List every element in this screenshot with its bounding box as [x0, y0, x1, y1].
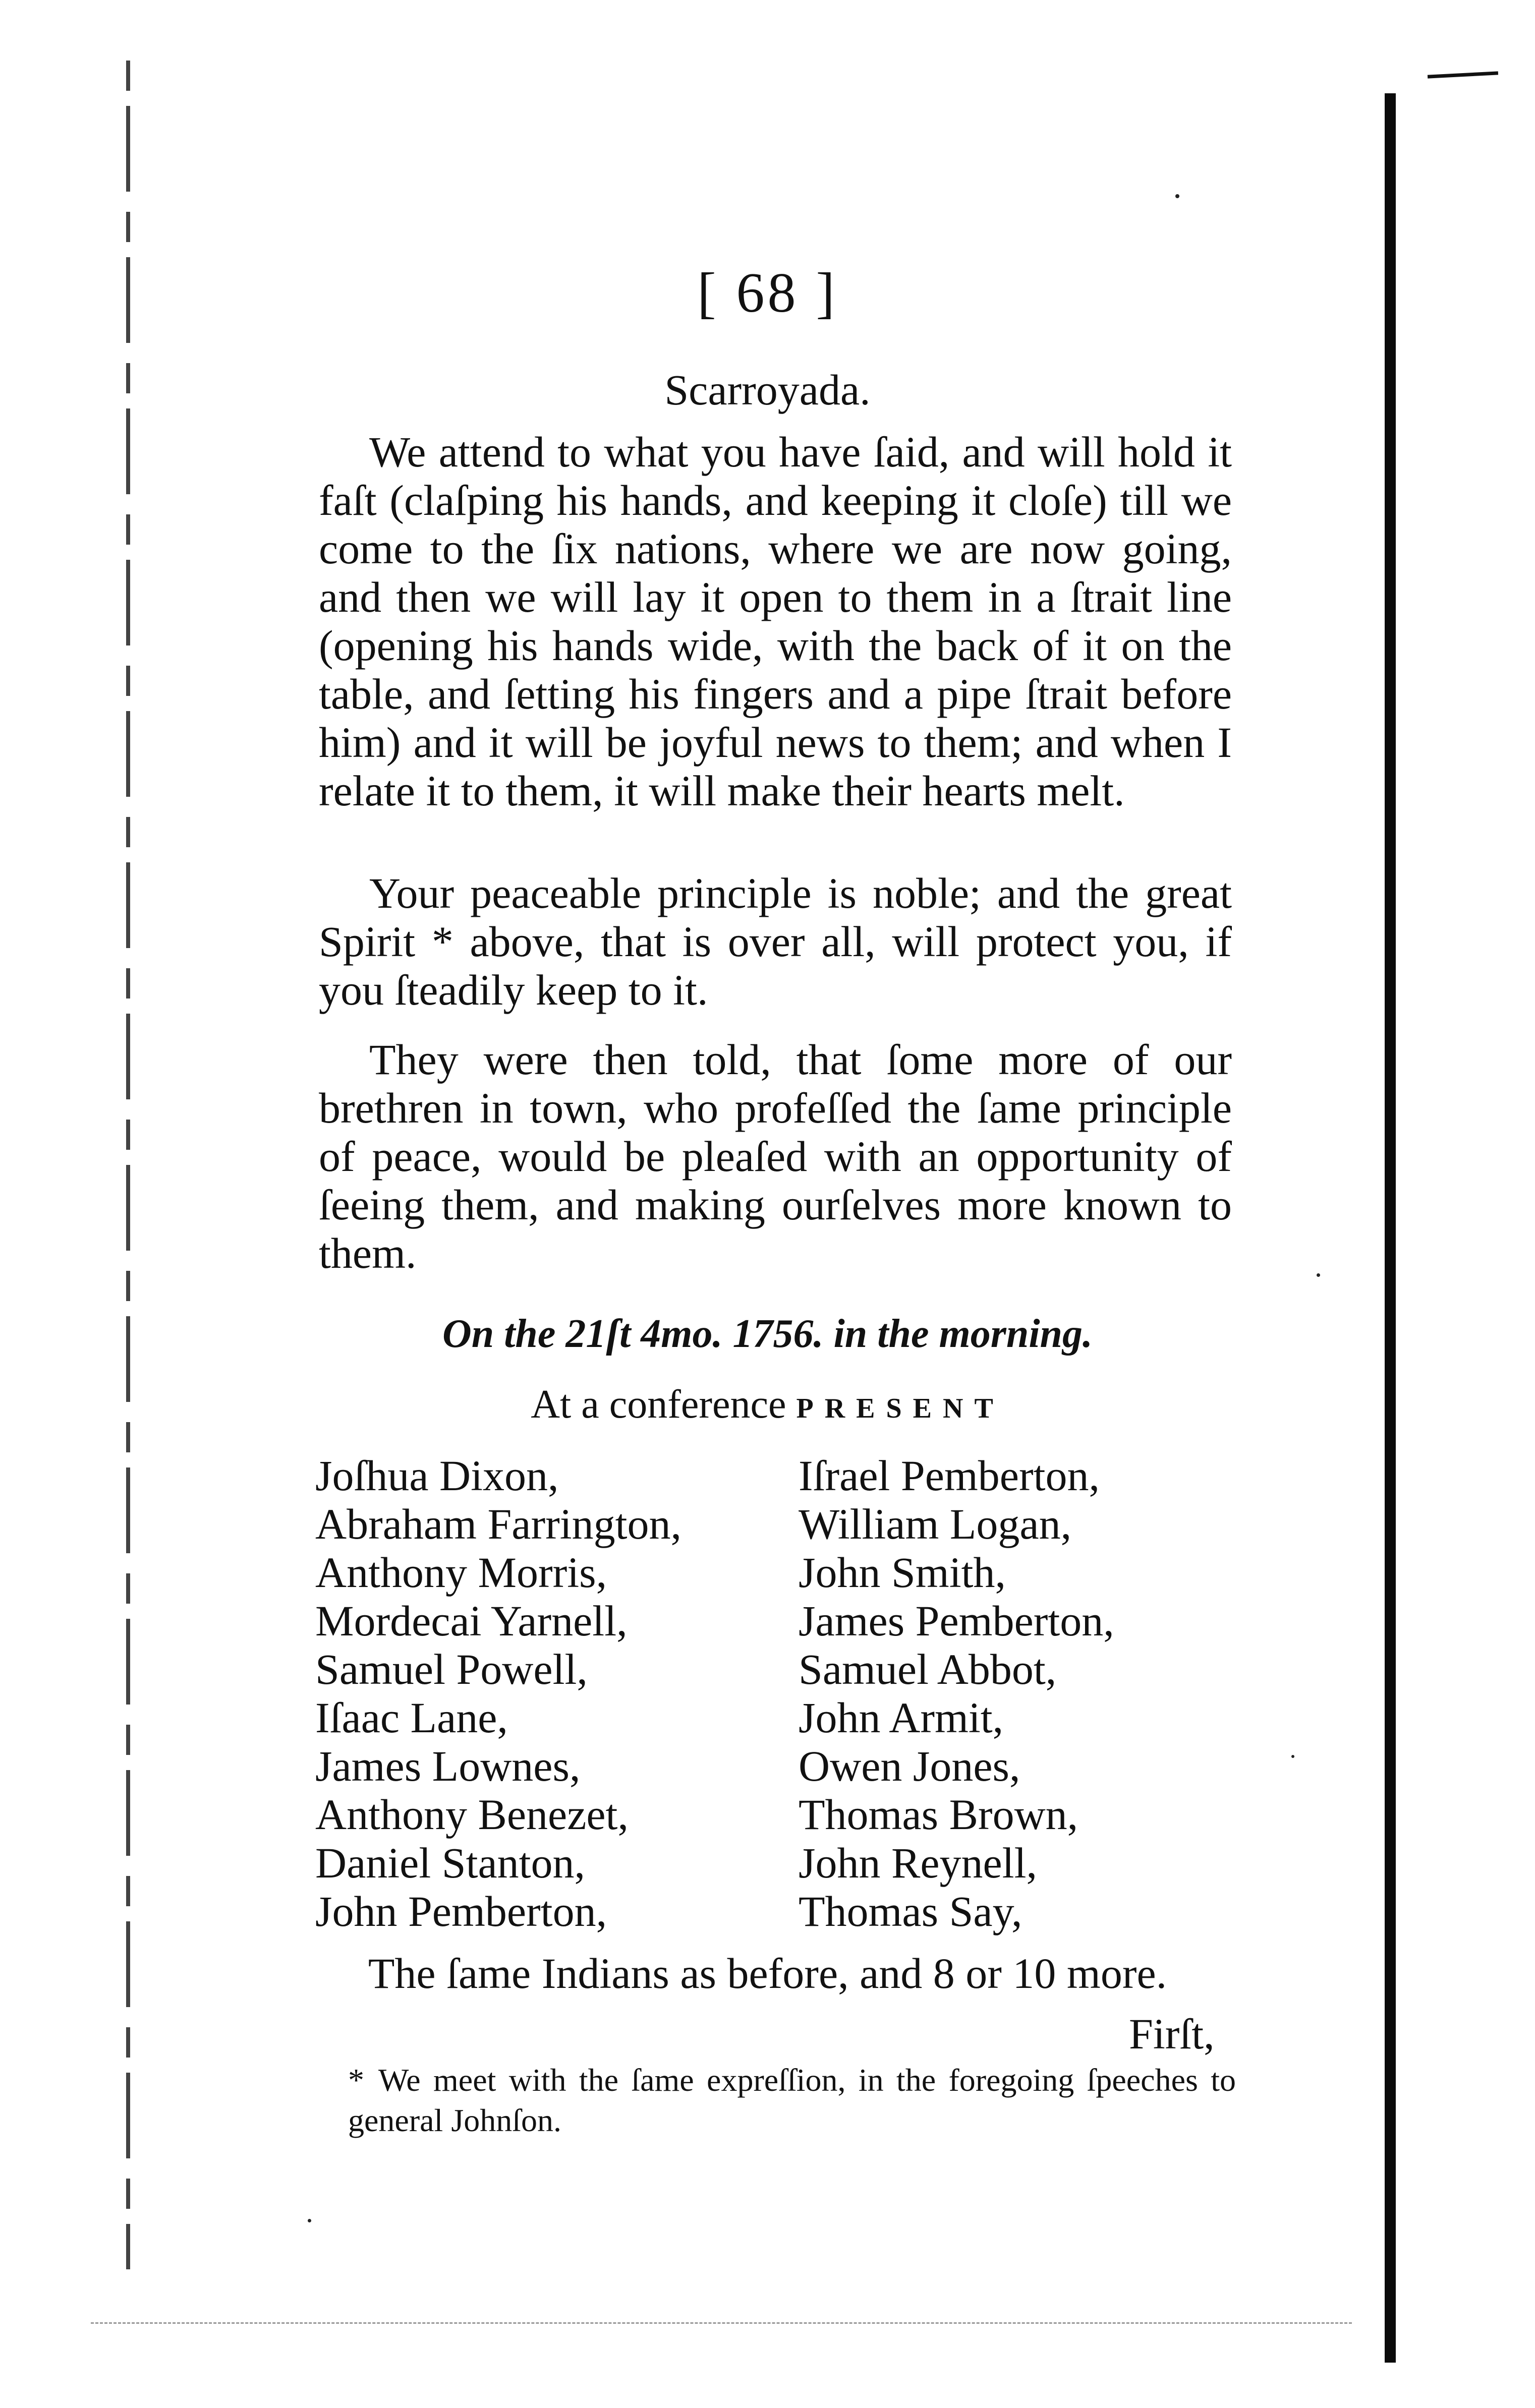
paragraph: [319, 869, 1232, 1014]
paragraph-text: Your peaceable principle is noble; and the great Spirit * above, that is over all, will protect you, if you ſteadily keep to it.: [319, 869, 1232, 1014]
paragraph-text: We attend to what you have ſaid, and will hold it faſt (claſping his hands, and keeping it cloſe) till we come to the ſix nations, where we are now going, and then we will lay it open to them in a ſtrait line (opening his hands wide, with the back of it on the table, and ſetting his fingers and a pipe ſtrait before him) and it will be joyful news to them; and when I relate it to them, it will make their hearts melt.: [319, 428, 1232, 815]
scan-speck: [1317, 1273, 1320, 1277]
attendee-name: John Armit,: [799, 1693, 1004, 1742]
attendee-name: William Logan,: [799, 1500, 1072, 1548]
attendee-name: John Reynell,: [799, 1839, 1037, 1887]
attendee-name: Anthony Morris,: [315, 1548, 607, 1597]
attendee-name: Joſhua Dixon,: [315, 1451, 559, 1500]
paragraph-text: They were then told, that ſome more of our brethren in town, who profeſſed the ſame principle of peace, would be pleaſed with an opportunity of ſeeing them, and making ourſelves more known to them.: [319, 1035, 1232, 1277]
attendee-list-right: [799, 1451, 1114, 1935]
scan-speck: [1175, 194, 1179, 198]
speaker-heading: Scarroyada.: [664, 366, 871, 414]
scan-right-edge: [1385, 93, 1396, 2363]
scan-speck: [1291, 1755, 1294, 1758]
footnote: [348, 2060, 1236, 2141]
scan-bottom-edge: [91, 2322, 1352, 2324]
indians-note: The ſame Indians as before, and 8 or 10 more.: [368, 1949, 1167, 1998]
scan-speck: [308, 2219, 311, 2222]
present-label: PRESENT: [796, 1393, 1004, 1424]
paragraph: [319, 1035, 1232, 1277]
footnote-mark: *: [348, 2062, 364, 2098]
page-number: [ 68 ]: [697, 262, 838, 324]
attendee-name: John Pemberton,: [315, 1887, 607, 1935]
attendee-name: Mordecai Yarnell,: [315, 1597, 628, 1645]
attendee-name: Iſaac Lane,: [315, 1693, 508, 1742]
attendee-name: Daniel Stanton,: [315, 1839, 586, 1887]
attendee-name: Samuel Powell,: [315, 1645, 588, 1693]
footnote-text: We meet with the ſame expreſſion, in the foregoing ſpeeches to general Johnſon.: [348, 2062, 1236, 2138]
scan-corner-mark: [1428, 71, 1498, 78]
attendee-name: Iſrael Pemberton,: [799, 1451, 1100, 1500]
catchword: Firſt,: [1129, 2010, 1215, 2058]
date-heading: On the 21ſt 4mo. 1756. in the morning.: [442, 1312, 1093, 1356]
attendee-name: James Lownes,: [315, 1742, 581, 1790]
conference-heading: [0, 1384, 1535, 1425]
attendee-name: Abraham Farrington,: [315, 1500, 682, 1548]
attendee-list-left: [315, 1451, 681, 1935]
attendee-name: Thomas Brown,: [799, 1790, 1078, 1839]
conference-label: At a conference: [531, 1382, 786, 1427]
paragraph: [319, 428, 1232, 815]
attendee-name: Thomas Say,: [799, 1887, 1022, 1935]
attendee-name: James Pemberton,: [799, 1597, 1114, 1645]
attendee-name: Anthony Benezet,: [315, 1790, 629, 1839]
attendee-name: Owen Jones,: [799, 1742, 1020, 1790]
attendee-name: John Smith,: [799, 1548, 1006, 1597]
attendee-name: Samuel Abbot,: [799, 1645, 1057, 1693]
